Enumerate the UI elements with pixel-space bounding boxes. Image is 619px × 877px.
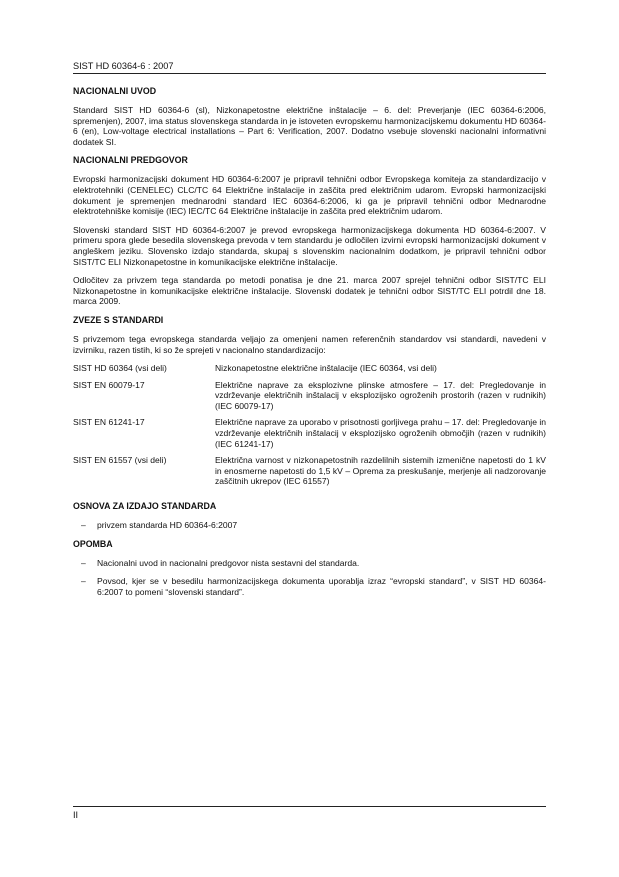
page-number: II — [73, 810, 79, 820]
standards-table — [73, 363, 546, 493]
table-row — [73, 380, 546, 418]
section-title-opomba: OPOMBA — [73, 538, 113, 549]
section-title-osnova: OSNOVA ZA IZDAJO STANDARDA — [73, 501, 217, 512]
header-rule — [73, 73, 546, 74]
section-title-zveze: ZVEZE S STANDARDI — [73, 314, 164, 325]
uvod-paragraph: Standard SIST HD 60364-6 (sl), Nizkonapetostne električne inštalacije – 6. del: Preverjanje (IEC 60364-6:2006, spremenjen), 2007, ima status slovenskega standarda in je istoveten evropskemu harmonizacijskemu dokumentu HD 60364-6 (en), Low-voltage electrical installations – Part 6: Verification, 2007. Dodatno vsebuje slovenski nacionalni informativni dodatek SI. — [73, 105, 546, 147]
standard-description: Električna varnost v nizkonapetostnih razdelilnih sistemih izmenične napetosti do 1 kV in enosmerne napetosti do 1,5 kV – Oprema za preskušanje, merjenje ali nadzorovanje zaščitnih ukrepov (IEC 61557) — [215, 455, 546, 487]
dash-bullet: – — [81, 557, 86, 568]
dash-bullet: – — [81, 576, 86, 587]
list-item — [73, 576, 546, 597]
predgovor-paragraph-3: Odločitev za privzem tega standarda po metodi ponatisa je dne 21. marca 2007 sprejel tehnični odbor SIST/TC ELI Nizkonapetostne in komunikacijske električne inštalacije. Slovenski dodatek je tehnični odbor SIST/TC ELI potrdil dne 18. marca 2009. — [73, 275, 546, 307]
table-row — [73, 455, 546, 493]
table-row — [73, 363, 546, 380]
predgovor-paragraph-1: Evropski harmonizacijski dokument HD 60364-6:2007 je pripravil tehnični odbor Evropskega komiteja za standardizacijo v elektrotehniki (CENELEC) CLC/TC 64 Električne inštalacije in zaščita pred električnim udarom. Evropski harmonizacijski dokument je spremenjen mednarodni standard IEC 60364-6:2006, ki ga je pripravil tehnični odbor Mednarodne elektrotehniške komisije (IEC) IEC/TC 64 Električne inštalacije in zaščita pred električnim udarom. — [73, 174, 546, 217]
standard-description: Električne naprave za uporabo v prisotnosti gorljivega prahu – 17. del: Pregledovanje in vzdrževanje električnih inštalacij v eksplozijsko ogroženih območjih (razen v rudnikih) (IEC 61241-17) — [215, 417, 546, 449]
opomba-list — [73, 558, 546, 598]
standard-code: SIST EN 60079-17 — [73, 379, 145, 390]
standard-description: Električne naprave za eksplozivne plinske atmosfere – 17. del: Pregledovanje in vzdrževanje električnih inštalacij v eksplozijsko ogroženih prostorih (razen v rudnikih) (IEC 60079-17) — [215, 379, 546, 411]
zveze-intro: S privzemom tega evropskega standarda veljajo za omenjeni namen referenčnih standardov vsi standardi, navedeni v izvirniku, razen tistih, ki so že sprejeti v nacionalno standardizacijo: — [73, 333, 546, 355]
standard-description: Nizkonapetostne električne inštalacije (IEC 60364, vsi deli) — [215, 363, 437, 374]
predgovor-paragraph-2: Slovenski standard SIST HD 60364-6:2007 je prevod evropskega harmonizacijskega dokumenta HD 60364-6:2007. V primeru spora glede besedila slovenskega prevoda v tem standardu je odločilen izvirni evropski harmonizacijski dokument v angleškem jeziku. Slovensko izdajo standarda, skupaj s slovenskim nacionalnim dodatkom, je pripravil tehnični odbor SIST/TC ELI Nizkonapetostne in komunikacijske električne inštalacije. — [73, 224, 546, 267]
document-id-header: SIST HD 60364-6 : 2007 — [73, 61, 174, 71]
table-row — [73, 417, 546, 455]
list-item — [73, 520, 546, 531]
osnova-list — [73, 520, 546, 531]
list-item-text: Nacionalni uvod in nacionalni predgovor nista sestavni del standarda. — [97, 557, 360, 568]
standard-code: SIST HD 60364 (vsi deli) — [73, 363, 167, 374]
standard-code: SIST EN 61557 (vsi deli) — [73, 455, 167, 466]
section-title-predgovor: NACIONALNI PREDGOVOR — [73, 155, 188, 166]
list-item — [73, 558, 546, 569]
list-item-text: privzem standarda HD 60364-6:2007 — [97, 520, 238, 531]
standard-code: SIST EN 61241-17 — [73, 417, 145, 428]
page-content — [73, 86, 546, 605]
footer-rule — [73, 806, 546, 807]
list-item-text: Povsod, kjer se v besedilu harmonizacijskega dokumenta uporablja izraz “evropski standard”, v SIST HD 60364-6:2007 to pomeni “slovenski standard”. — [97, 576, 546, 597]
dash-bullet: – — [81, 520, 86, 531]
section-title-uvod: NACIONALNI UVOD — [73, 86, 157, 96]
